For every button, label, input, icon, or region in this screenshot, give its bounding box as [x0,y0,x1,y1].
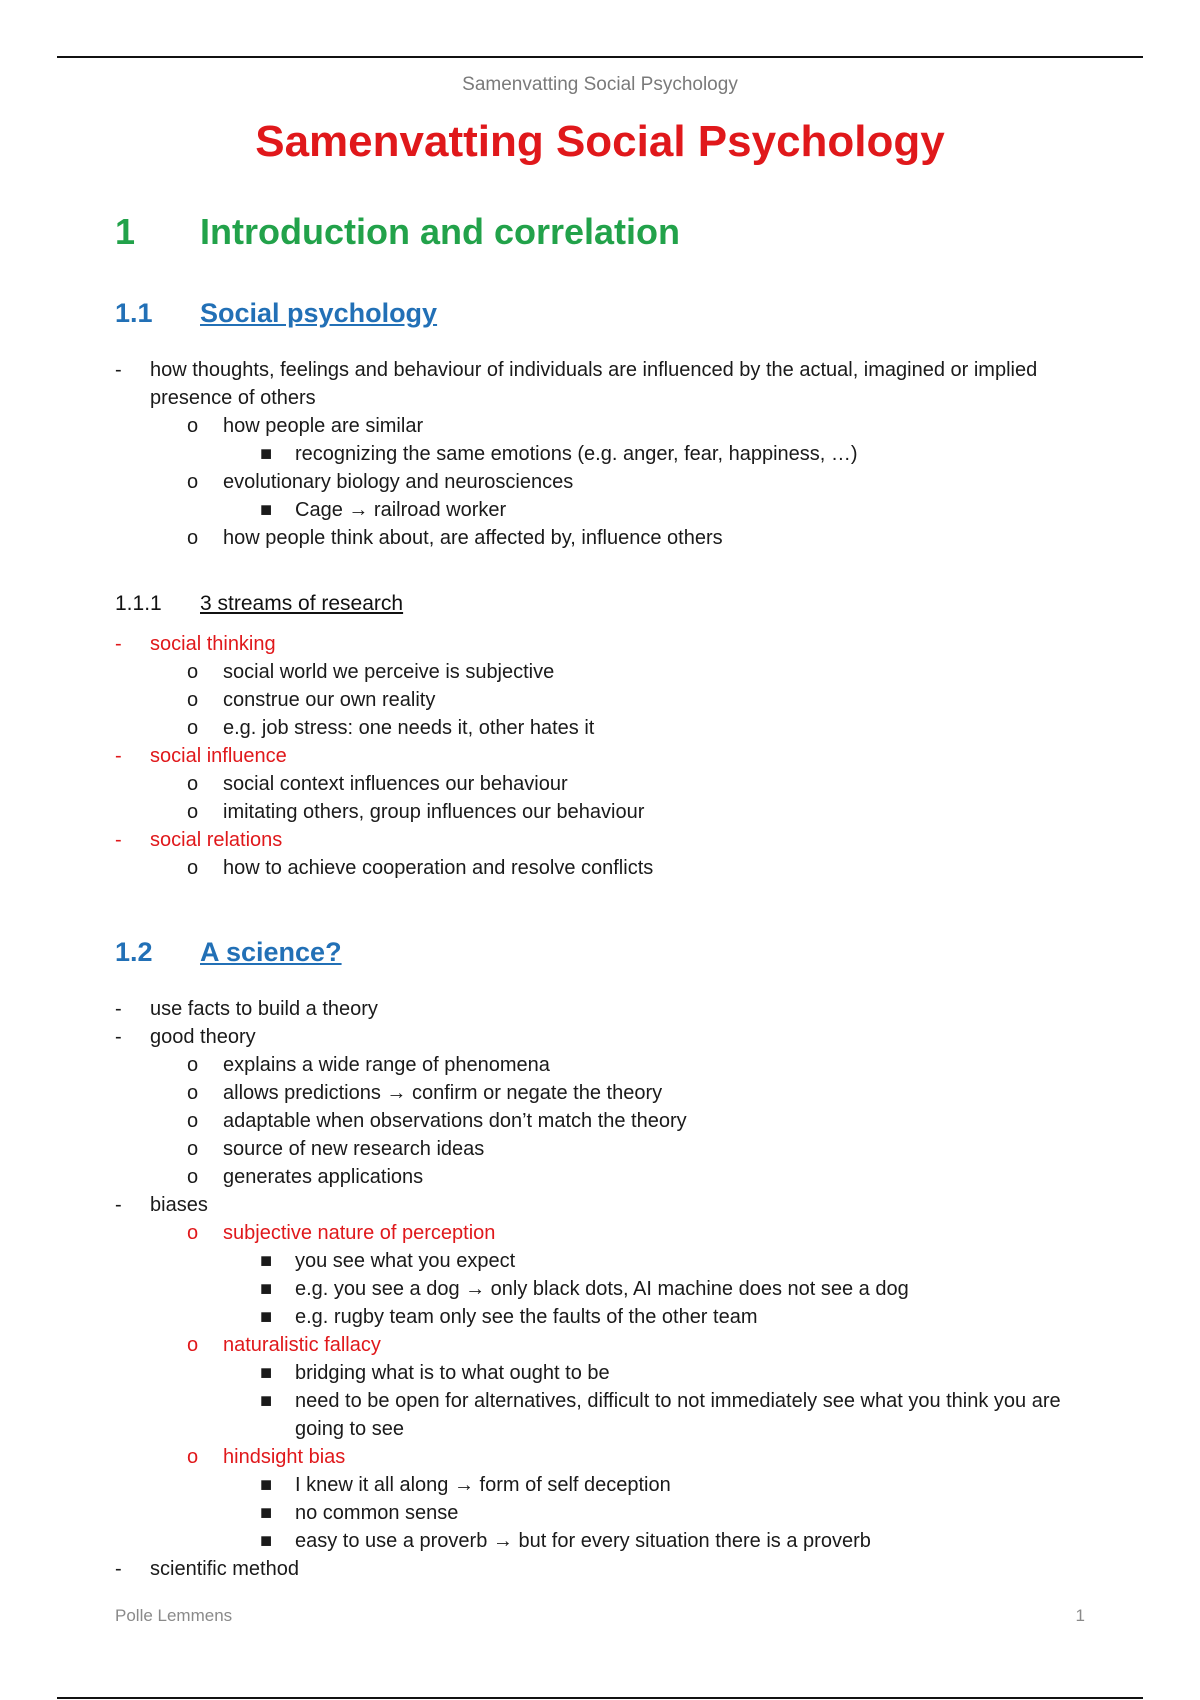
heading-1-2-title: A science? [200,937,342,967]
circle-bullet: o [187,661,199,683]
list-item-text: naturalistic fallacy [223,1334,381,1356]
list-item [115,1303,1075,1331]
list-item [115,630,1075,658]
dash-bullet: - [115,633,122,655]
document-title: Samenvatting Social Psychology [255,117,945,166]
circle-bullet: o [187,1222,199,1244]
square-bullet: ■ [260,1250,273,1272]
heading-1-1-1-title: 3 streams of research [200,592,404,615]
heading-1-1-1-number: 1.1.1 [115,592,162,615]
dash-bullet: - [115,829,122,851]
list-item [115,1219,1075,1247]
list-item [115,658,1075,686]
list-item [115,356,1075,412]
list-item [115,770,1075,798]
list-item-text: scientific method [150,1558,299,1580]
list-item [115,1135,1075,1163]
square-bullet: ■ [260,1502,273,1524]
dash-bullet: - [115,1026,122,1048]
list-item [115,826,1075,854]
list-item [115,1107,1075,1135]
list-item-text: social influence [150,745,287,767]
page-header: Samenvatting Social Psychology [462,74,738,95]
heading-1-1-number: 1.1 [115,298,153,328]
circle-bullet: o [187,415,199,437]
list-item [115,1275,1075,1303]
circle-bullet: o [187,857,199,879]
list-item [115,1471,1075,1499]
list-item-text: no common sense [295,1502,459,1524]
square-bullet: ■ [260,1390,273,1412]
list-a-science [115,995,1075,1583]
square-bullet: ■ [260,1474,273,1496]
list-item-text: e.g. rugby team only see the faults of the other team [295,1306,758,1328]
square-bullet: ■ [260,1306,273,1328]
square-bullet: ■ [260,1530,273,1552]
heading-1-1 [115,298,437,329]
list-item-text: Cage → railroad worker [295,499,507,521]
bottom-rule [57,1697,1143,1699]
list-item-text: recognizing the same emotions (e.g. anger, fear, happiness, …) [295,443,858,465]
circle-bullet: o [187,1054,199,1076]
dash-bullet: - [115,745,122,767]
circle-bullet: o [187,1166,199,1188]
list-item [115,412,1075,440]
circle-bullet: o [187,1082,199,1104]
list-item-text: social relations [150,829,283,851]
circle-bullet: o [187,527,199,549]
dash-bullet: - [115,998,122,1020]
list-item-text: construe our own reality [223,689,436,711]
list-item-text: source of new research ideas [223,1138,485,1160]
circle-bullet: o [187,1334,199,1356]
heading-1-2 [115,937,342,968]
heading-1-2-number: 1.2 [115,937,153,967]
list-item-text: how people are similar [223,415,424,437]
circle-bullet: o [187,1446,199,1468]
footer-author: Polle Lemmens [115,1606,233,1625]
list-item-text: social world we perceive is subjective [223,661,555,683]
list-item [115,440,1075,468]
list-streams-of-research [115,630,1075,882]
list-item-text: I knew it all along → form of self deception [295,1474,671,1496]
list-item-text: explains a wide range of phenomena [223,1054,550,1076]
list-item [115,1499,1075,1527]
list-item [115,1247,1075,1275]
list-item [115,1387,1075,1443]
list-item-text: social thinking [150,633,276,655]
circle-bullet: o [187,773,199,795]
dash-bullet: - [115,1194,122,1216]
list-item-text: imitating others, group influences our behaviour [223,801,645,823]
list-item-text: e.g. you see a dog → only black dots, AI machine does not see a dog [295,1278,909,1300]
heading-1 [115,211,680,253]
list-item-text: use facts to build a theory [150,998,378,1020]
list-item [115,496,1075,524]
list-item [115,1331,1075,1359]
list-item [115,995,1075,1023]
square-bullet: ■ [260,443,273,465]
list-item-text: e.g. job stress: one needs it, other hates it [223,717,595,739]
square-bullet: ■ [260,1278,273,1300]
list-item-text: how to achieve cooperation and resolve conflicts [223,857,654,879]
list-item-text: generates applications [223,1166,424,1188]
list-item [115,1163,1075,1191]
square-bullet: ■ [260,499,273,521]
list-item [115,1359,1075,1387]
heading-1-title: Introduction and correlation [200,211,681,252]
circle-bullet: o [187,471,199,493]
list-item-text: subjective nature of perception [223,1222,496,1244]
heading-1-1-title: Social psychology [200,298,438,328]
list-item [115,1443,1075,1471]
top-rule [57,56,1143,58]
list-item [115,742,1075,770]
list-item [115,854,1075,882]
list-item [115,1079,1075,1107]
list-item [115,1023,1075,1051]
list-item-text: evolutionary biology and neurosciences [223,471,574,493]
list-item-text: hindsight bias [223,1446,346,1468]
list-item [115,798,1075,826]
square-bullet: ■ [260,1362,273,1384]
footer-page-number: 1 [1075,1606,1085,1625]
list-item [115,524,1075,552]
heading-1-number: 1 [115,211,136,252]
dash-bullet: - [115,1558,122,1580]
list-item-text: need to be open for alternatives, difficult to not immediately see what you think you are going to see [295,1390,1061,1440]
circle-bullet: o [187,689,199,711]
list-item-text: adaptable when observations don’t match the theory [223,1110,687,1132]
list-item-text: how thoughts, feelings and behaviour of individuals are influenced by the actual, imagined or implied presence of others [150,359,1038,409]
list-item-text: good theory [150,1026,256,1048]
list-item [115,686,1075,714]
list-item-text: biases [150,1194,208,1216]
list-item [115,1555,1075,1583]
list-item [115,468,1075,496]
list-social-psychology [115,356,1075,552]
list-item [115,1527,1075,1555]
list-item-text: allows predictions → confirm or negate the theory [223,1082,663,1104]
circle-bullet: o [187,1110,199,1132]
list-item-text: bridging what is to what ought to be [295,1362,610,1384]
heading-1-1-1 [115,592,403,616]
circle-bullet: o [187,717,199,739]
list-item-text: how people think about, are affected by, influence others [223,527,723,549]
dash-bullet: - [115,359,122,381]
circle-bullet: o [187,1138,199,1160]
list-item [115,1191,1075,1219]
list-item [115,1051,1075,1079]
list-item-text: easy to use a proverb → but for every situation there is a proverb [295,1530,871,1552]
list-item [115,714,1075,742]
circle-bullet: o [187,801,199,823]
list-item-text: social context influences our behaviour [223,773,568,795]
list-item-text: you see what you expect [295,1250,516,1272]
